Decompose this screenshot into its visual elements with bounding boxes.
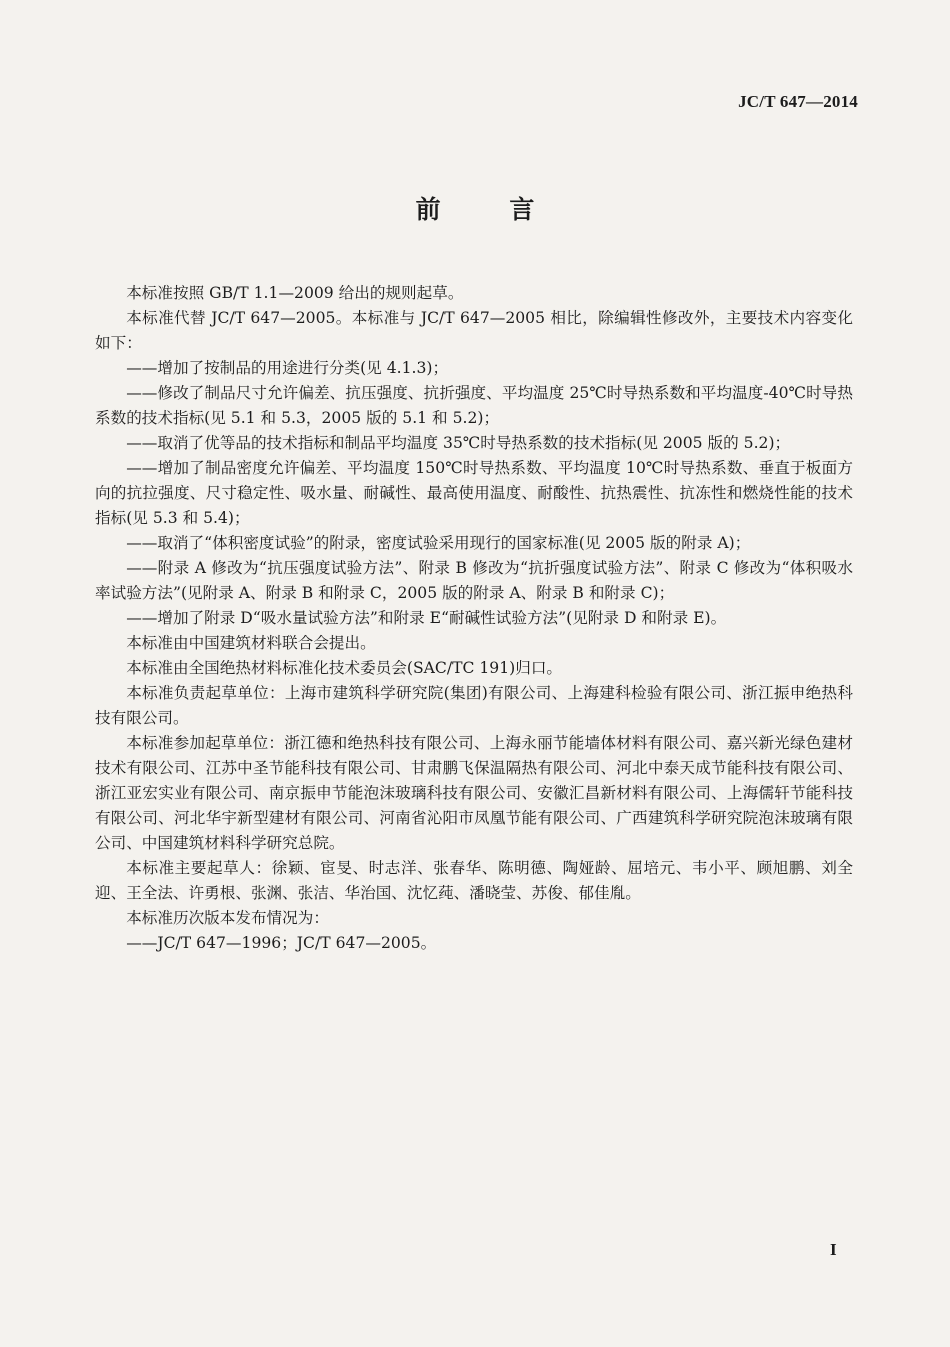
paragraph: 本标准历次版本发布情况为： xyxy=(126,909,329,927)
list-item: ——取消了优等品的技术指标和制品平均温度 35℃时导热系数的技术指标(见 2005 版的 5.2)； xyxy=(126,434,791,452)
paragraph: 本标准主要起草人：徐颖、宦旻、时志洋、张春华、陈明德、陶娅龄、屈培元、韦小平、顾旭鹏、刘全迎、王全法、许勇根、张渊、张洁、华治国、沈忆莼、潘晓莹、苏俊、郁佳胤。 xyxy=(95,859,853,902)
paragraph: 本标准负责起草单位：上海市建筑科学研究院(集团)有限公司、上海建科检验有限公司、浙江振申绝热科技有限公司。 xyxy=(95,684,853,727)
paragraph: 本标准由中国建筑材料联合会提出。 xyxy=(126,634,376,652)
list-item: ——增加了按制品的用途进行分类(见 4.1.3)； xyxy=(126,359,449,377)
page-number: I xyxy=(830,1240,837,1259)
list-item: ——JC/T 647—1996；JC/T 647—2005。 xyxy=(126,934,437,952)
list-item: ——修改了制品尺寸允许偏差、抗压强度、抗折强度、平均温度 25℃时导热系数和平均温度-40℃时导热系数的技术指标(见 5.1 和 5.3，2005 版的 5.1 和 5.2)； xyxy=(95,384,853,427)
paragraph: 本标准按照 GB/T 1.1—2009 给出的规则起草。 xyxy=(126,284,464,302)
list-item: ——附录 A 修改为“抗压强度试验方法”、附录 B 修改为“抗折强度试验方法”、附录 C 修改为“体积吸水率试验方法”(见附录 A、附录 B 和附录 C，2005 版的附录 A、附录 B 和附录 C)； xyxy=(95,559,853,602)
document-code: JC/T 647—2014 xyxy=(738,92,858,111)
page-title: 前 言 xyxy=(415,195,565,224)
paragraph: 本标准由全国绝热材料标准化技术委员会(SAC/TC 191)归口。 xyxy=(126,659,563,677)
list-item: ——增加了制品密度允许偏差、平均温度 150℃时导热系数、平均温度 10℃时导热系数、垂直于板面方向的抗拉强度、尺寸稳定性、吸水量、耐碱性、最高使用温度、耐酸性、抗热震性、抗冻性和燃烧性能的技术指标(见 5.3 和 5.4)； xyxy=(95,459,853,527)
list-item: ——增加了附录 D“吸水量试验方法”和附录 E“耐碱性试验方法”(见附录 D 和附录 E)。 xyxy=(126,609,727,627)
paragraph: 本标准参加起草单位：浙江德和绝热科技有限公司、上海永丽节能墙体材料有限公司、嘉兴新光绿色建材技术有限公司、江苏中圣节能科技有限公司、甘肃鹏飞保温隔热有限公司、河北中泰天成节能科技有限公司、浙江亚宏实业有限公司、南京振申节能泡沫玻璃科技有限公司、安徽汇昌新材料有限公司、上海儒轩节能科技有限公司、河北华宇新型建材有限公司、河南省沁阳市凤凰节能有限公司、广西建筑科学研究院泡沫玻璃有限公司、中国建筑材料科学研究总院。 xyxy=(95,734,853,852)
foreword-body xyxy=(95,281,853,956)
list-item: ——取消了“体积密度试验”的附录，密度试验采用现行的国家标准(见 2005 版的附录 A)； xyxy=(126,534,751,552)
paragraph: 本标准代替 JC/T 647—2005。本标准与 JC/T 647—2005 相比，除编辑性修改外，主要技术内容变化如下： xyxy=(95,309,853,352)
